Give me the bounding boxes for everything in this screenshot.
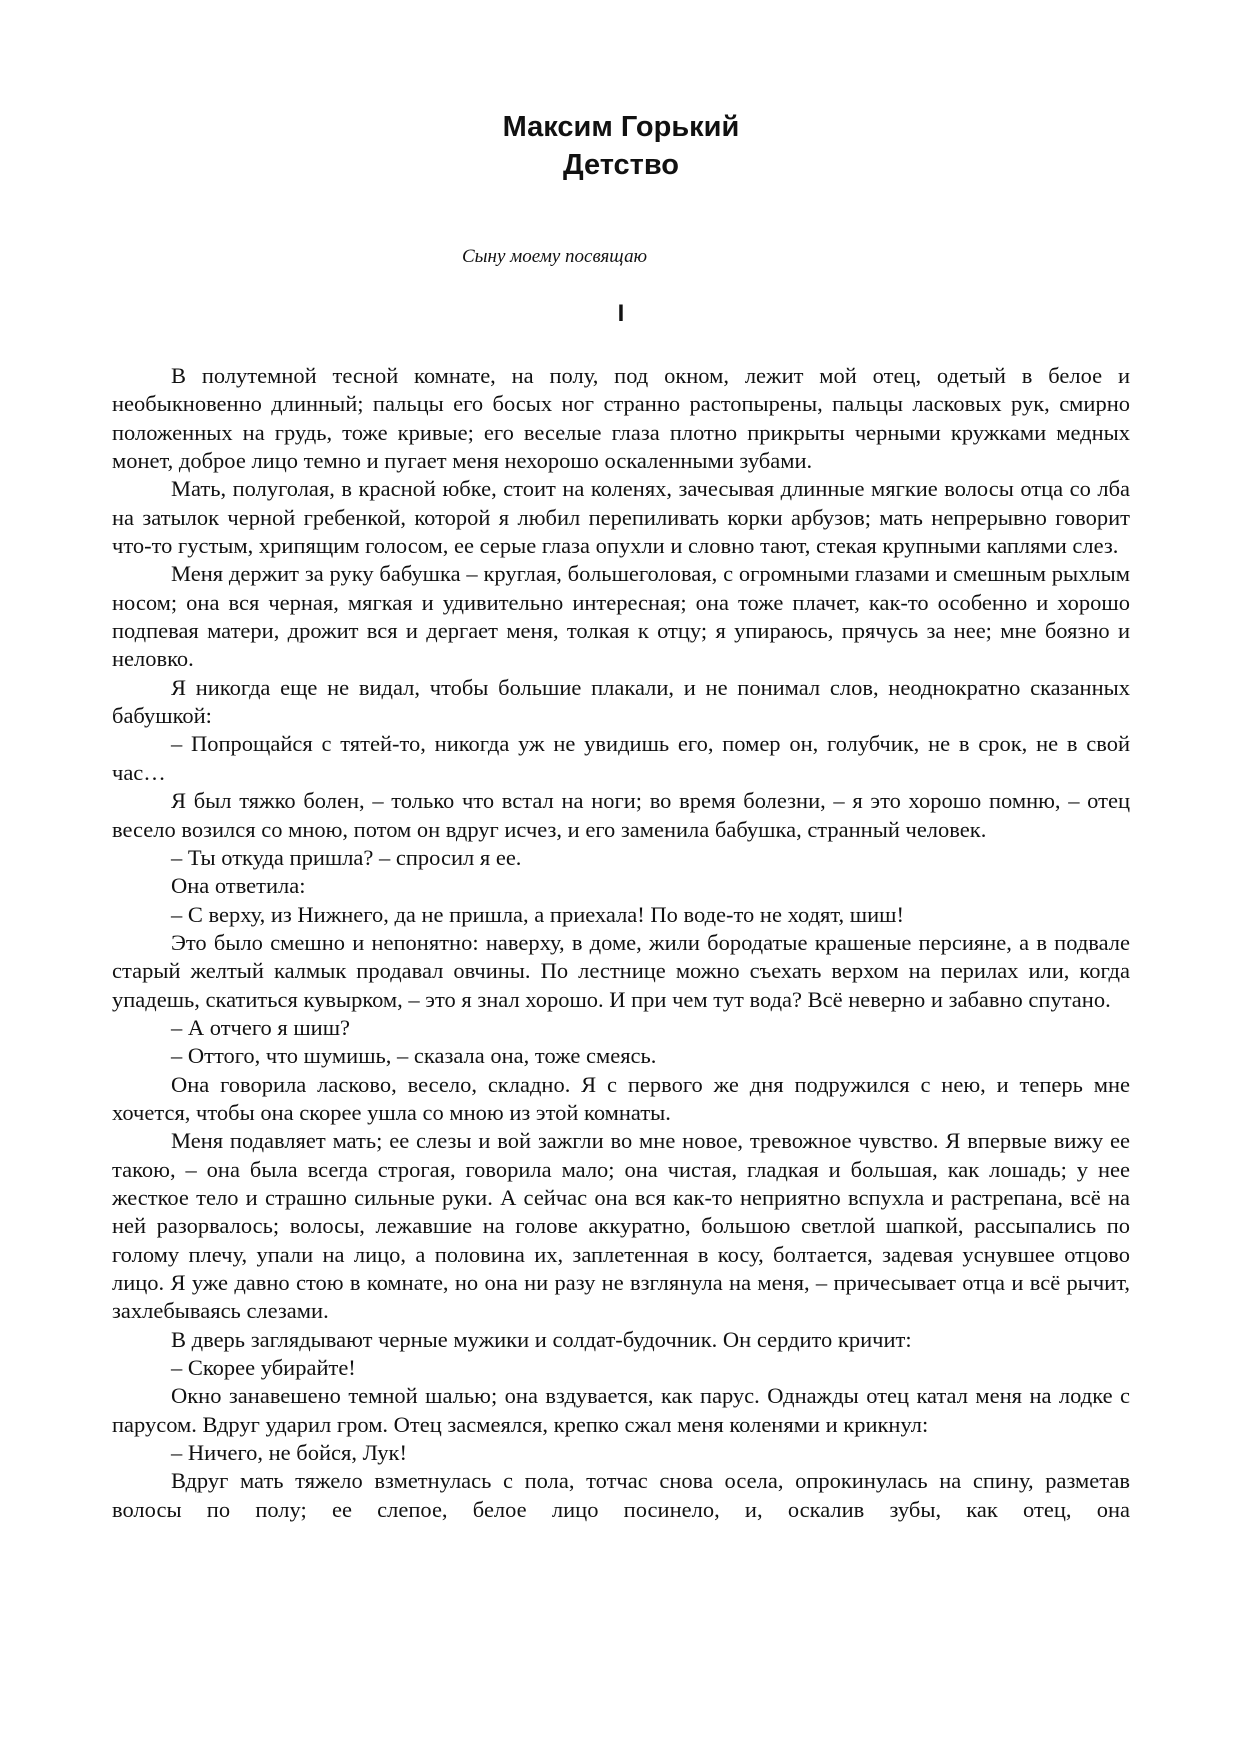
paragraph: – Скорее убирайте! xyxy=(171,1355,356,1381)
paragraph: – Ты откуда пришла? – спросил я ее. xyxy=(171,844,522,870)
dedication: Сыну моему посвящаю xyxy=(462,246,648,267)
paragraph: Меня держит за руку бабушка – круглая, большеголовая, с огромными глазами и смешным рыхлым носом; она вся черная, мягкая и удивительно интересная; она тоже плачет, как-то особенно и хорошо подпевая матери, дрожит вся и дергает меня, толкая к отцу; я упираюсь, прячусь за нее; мне боязно и неловко. xyxy=(112,561,1130,672)
body-text xyxy=(112,362,1130,1524)
chapter-heading: I xyxy=(617,300,625,327)
paragraph: В дверь заглядывают черные мужики и солдат-будочник. Он сердито кричит: xyxy=(171,1326,912,1352)
paragraph: Я никогда еще не видал, чтобы большие плакали, и не понимал слов, неоднократно сказанных бабушкой: xyxy=(112,674,1130,729)
paragraph: Мать, полуголая, в красной юбке, стоит на коленях, зачесывая длинные мягкие волосы отца со лба на затылок черной гребенкой, которой я любил перепиливать корки арбузов; мать непрерывно говорит что-то густым, хрипящим голосом, ее серые глаза опухли и словно тают, стекая крупными каплями слез. xyxy=(112,476,1130,559)
paragraph: – Оттого, что шумишь, – сказала она, тоже смеясь. xyxy=(171,1043,657,1069)
paragraph: Окно занавешено темной шалью; она вздувается, как парус. Однажды отец катал меня на лодке с парусом. Вдруг ударил гром. Отец засмеялся, крепко сжал меня коленями и крикнул: xyxy=(112,1383,1130,1437)
paragraph: Это было смешно и непонятно: наверху, в доме, жили бородатые крашеные персияне, а в подвале старый желтый калмык продавал овчины. По лестнице можно съехать верхом на перилах или, когда упадешь, скатиться кувырком, – это я знал хорошо. И при чем тут вода? Всё неверно и забавно спутано. xyxy=(112,929,1130,1012)
paragraph: – А отчего я шиш? xyxy=(171,1014,351,1040)
paragraph: Вдруг мать тяжело взметнулась с пола, тотчас снова осела, опрокинулась на спину, разметав волосы по полу; ее слепое, белое лицо посинело, и, оскалив зубы, как отец, она xyxy=(112,1468,1130,1522)
paragraph: – Попрощайся с тятей-то, никогда уж не увидишь его, помер он, голубчик, не в срок, не в свой час… xyxy=(112,731,1130,785)
title-block xyxy=(0,108,1242,184)
paragraph: – С верху, из Нижнего, да не пришла, а приехала! По воде-то не ходят, шиш! xyxy=(171,901,904,927)
paragraph: – Ничего, не бойся, Лук! xyxy=(171,1440,407,1466)
author-name: Максим Горький xyxy=(502,111,740,143)
paragraph: Она говорила ласково, весело, складно. Я с первого же дня подружился с нею, и теперь мне хочется, чтобы она скорее ушла со мною из этой комнаты. xyxy=(112,1071,1130,1125)
paragraph: Я был тяжко болен, – только что встал на ноги; во время болезни, – я это хорошо помню, – отец весело возился со мною, потом он вдруг исчез, и его заменила бабушка, странный человек. xyxy=(112,788,1130,842)
paragraph: Меня подавляет мать; ее слезы и вой зажгли во мне новое, тревожное чувство. Я впервые вижу ее такою, – она была всегда строгая, говорила мало; она чистая, гладкая и большая, как лошадь; у нее жесткое тело и страшно сильные руки. А сейчас она вся как-то неприятно вспухла и растрепана, всё на ней разорвалось; волосы, лежавшие на голове аккуратно, большою светлой шапкой, рассыпались по голому плечу, упали на лицо, а половина их, заплетенная в косу, болтается, задевая уснувшее отцово лицо. Я уже давно стою в комнате, но она ни разу не взглянула на меня, – причесывает отца и всё рычит, захлебываясь слезами. xyxy=(112,1128,1130,1324)
paragraph: Она ответила: xyxy=(171,873,306,899)
book-title: Детство xyxy=(562,149,680,181)
paragraph: В полутемной тесной комнате, на полу, под окном, лежит мой отец, одетый в белое и необыкновенно длинный; пальцы его босых ног странно растопырены, пальцы ласковых рук, смирно положенных на грудь, тоже кривые; его веселые глаза плотно прикрыты черными кружками медных монет, доброе лицо темно и пугает меня нехорошо оскаленными зубами. xyxy=(112,363,1130,474)
